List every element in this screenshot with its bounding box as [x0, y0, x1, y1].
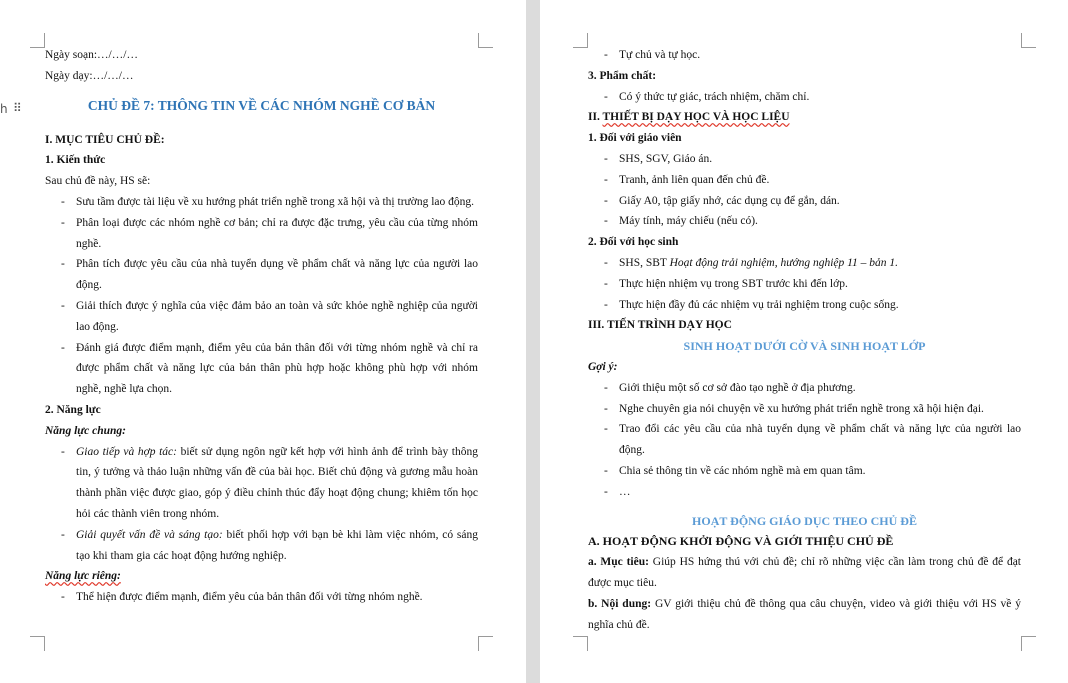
list-item-text: Có ý thức tự giác, trách nhiệm, chăm chỉ.: [619, 90, 810, 103]
list-item: [588, 211, 1021, 232]
list-item-label: Giải quyết vấn đề và sáng tạo:: [76, 528, 223, 541]
spellcheck-underlined-text: THIẾT BỊ DẠY HỌC VÀ HỌC LIỆU: [602, 111, 790, 124]
knowledge-heading: 1. Kiến thức: [45, 154, 106, 167]
list-item-text: …: [619, 485, 631, 498]
page-2-body[interactable]: [588, 45, 1021, 635]
list-item: [45, 254, 478, 296]
list-item-text: Nghe chuyên gia nói chuyện về xu hướng phát triển nghề trong xã hội hiện đại.: [619, 402, 984, 415]
content-paragraph: [588, 594, 1021, 636]
list-item-text: Phân tích được yêu cầu của nhà tuyển dụng về phẩm chất và năng lực của người lao động.: [76, 258, 478, 292]
list-item-text: Tự chủ và tự học.: [619, 49, 701, 61]
crop-mark: [30, 636, 45, 651]
list-item: [588, 170, 1021, 191]
list-item-text: Tranh, ảnh liên quan đến chủ đề.: [619, 173, 770, 186]
list-item-text: Giải thích được ý nghĩa của việc đảm bảo an toàn và sức khỏe nghề nghiệp của người lao động.: [76, 299, 478, 333]
section-number: II.: [588, 111, 603, 124]
activity-a-heading: A. HOẠT ĐỘNG KHỞI ĐỘNG VÀ GIỚI THIỆU CHỦ ĐỀ: [588, 534, 894, 549]
general-competence-label: Năng lực chung:: [45, 424, 127, 437]
list-item: [588, 419, 1021, 461]
drag-dots-icon: ⠿: [13, 101, 21, 115]
spellcheck-underlined-text: Năng lực riêng:: [45, 570, 121, 583]
list-item: [588, 253, 1021, 274]
list-item-text: Thực hiện đầy đủ các nhiệm vụ trải nghiệm trong cuộc sống.: [619, 298, 899, 311]
section-1-heading: I. MỤC TIÊU CHỦ ĐỀ:: [45, 133, 165, 146]
list-item-text: Thực hiện nhiệm vụ trong SBT trước khi đến lớp.: [619, 277, 848, 290]
list-item: [588, 191, 1021, 212]
list-item-italic-text: Hoạt động trải nghiệm, hướng nghiệp 11 – bản 1.: [669, 256, 899, 269]
list-item-text: SHS, SBT: [619, 256, 670, 269]
crop-mark: [573, 636, 588, 651]
quality-heading: 3. Phẩm chất:: [588, 69, 657, 82]
aim-paragraph: [588, 552, 1021, 594]
list-item: [588, 149, 1021, 170]
date-taught: Ngày dạy:…/…/…: [45, 69, 134, 82]
list-item: [588, 399, 1021, 420]
date-prepared: Ngày soạn:…/…/…: [45, 49, 138, 61]
paragraph-drag-handle[interactable]: [0, 101, 26, 121]
list-item-text: Phân loại được các nhóm nghề cơ bản; chỉ ra được đặc trưng, yêu cầu của từng nhóm nghề.: [76, 216, 478, 250]
list-item-text: Giới thiệu một số cơ sở đào tạo nghề ở địa phương.: [619, 381, 856, 394]
list-item: [45, 213, 478, 255]
list-item-text: biết sử dụng ngôn ngữ kết hợp với hình ảnh để trình bày thông tin, ý tưởng và thảo luận những vấn đề của bài học. Biết chủ động và gương mẫu hoàn thành phần việc được giao, góp ý điều chỉnh thúc đẩy hoạt động chung; khiêm tốn học hỏi các thành viên trong nhóm.: [76, 445, 479, 520]
list-item-text: Đánh giá được điểm mạnh, điểm yêu của bản thân đối với từng nhóm nghề và chỉ ra được phẩm chất và năng lực của bản thân phù hợp hoặc không phù hợp với nhóm nghề, nghề lựa chọn.: [76, 341, 478, 396]
specific-competence-label: [45, 566, 478, 587]
content-text: GV giới thiệu chủ đề thông qua câu chuyện, video và giới thiệu với HS về ý nghĩa chủ đề.: [588, 597, 1021, 631]
list-item: [45, 442, 478, 525]
list-item-text: biết phối hợp với bạn bè khi làm việc nhóm, có sáng tạo khi tham gia các hoạt động hướng nghiệp.: [76, 528, 478, 562]
page-gap: [526, 0, 540, 683]
list-item-text: Sưu tầm được tài liệu về xu hướng phát triển nghề trong xã hội và thị trường lao động.: [76, 195, 475, 208]
list-item: [588, 295, 1021, 316]
list-item: [588, 45, 1021, 66]
crop-mark: [478, 33, 493, 48]
crop-mark: [1021, 636, 1036, 651]
crop-mark: [478, 636, 493, 651]
competence-heading: 2. Năng lực: [45, 403, 101, 416]
crop-mark: [1021, 33, 1036, 48]
document-page-1[interactable]: [0, 0, 526, 683]
list-item: [45, 296, 478, 338]
list-item: [45, 525, 478, 567]
list-item: [45, 587, 478, 608]
list-item: [45, 338, 478, 400]
topic-title: CHỦ ĐỀ 7: THÔNG TIN VỀ CÁC NHÓM NGHỀ CƠ BẢN: [87, 97, 436, 113]
page-1-body[interactable]: [45, 45, 478, 608]
list-item-text: Thể hiện được điểm mạnh, điểm yêu của bản thân đối với từng nhóm nghề.: [76, 591, 423, 604]
list-item-text: Trao đổi các yêu cầu của nhà tuyển dụng về phẩm chất và năng lực của người lao động.: [619, 423, 1021, 457]
crop-mark: [573, 33, 588, 48]
aim-label: a. Mục tiêu:: [588, 556, 649, 569]
list-item: [45, 192, 478, 213]
list-item-text: Giấy A0, tập giấy nhớ, các dụng cụ để gắn, dán.: [619, 194, 840, 207]
list-item-text: SHS, SGV, Giáo án.: [619, 152, 713, 165]
list-item-label: Giao tiếp và hợp tác:: [76, 445, 177, 458]
knowledge-intro: Sau chủ đề này, HS sẽ:: [45, 175, 151, 188]
list-item: [588, 482, 1021, 503]
section-2-heading: [588, 107, 1021, 128]
list-item: [588, 274, 1021, 295]
document-page-2[interactable]: [540, 0, 1068, 683]
section-3-heading: III. TIẾN TRÌNH DẠY HỌC: [588, 319, 732, 332]
suggestion-label: Gợi ý:: [588, 360, 618, 373]
list-item-text: Chia sẻ thông tin về các nhóm nghề mà em quan tâm.: [619, 464, 866, 477]
flag-ceremony-heading: SINH HOẠT DƯỚI CỜ VÀ SINH HOẠT LỚP: [683, 339, 926, 354]
list-item: [588, 378, 1021, 399]
edu-activity-heading: HOẠT ĐỘNG GIÁO DỤC THEO CHỦ ĐỀ: [692, 513, 917, 528]
list-item: [588, 87, 1021, 108]
list-item: [588, 461, 1021, 482]
handle-letter: h: [0, 102, 8, 116]
content-label: b. Nội dung:: [588, 597, 652, 610]
aim-text: Giúp HS hứng thú với chủ đề; chỉ rõ những việc cần làm trong chủ đề để đạt được mục tiêu.: [588, 556, 1021, 589]
list-item-text: Máy tính, máy chiếu (nếu có).: [619, 215, 758, 228]
crop-mark: [30, 33, 45, 48]
student-heading: 2. Đối với học sinh: [588, 236, 679, 249]
teacher-heading: 1. Đối với giáo viên: [588, 132, 682, 145]
